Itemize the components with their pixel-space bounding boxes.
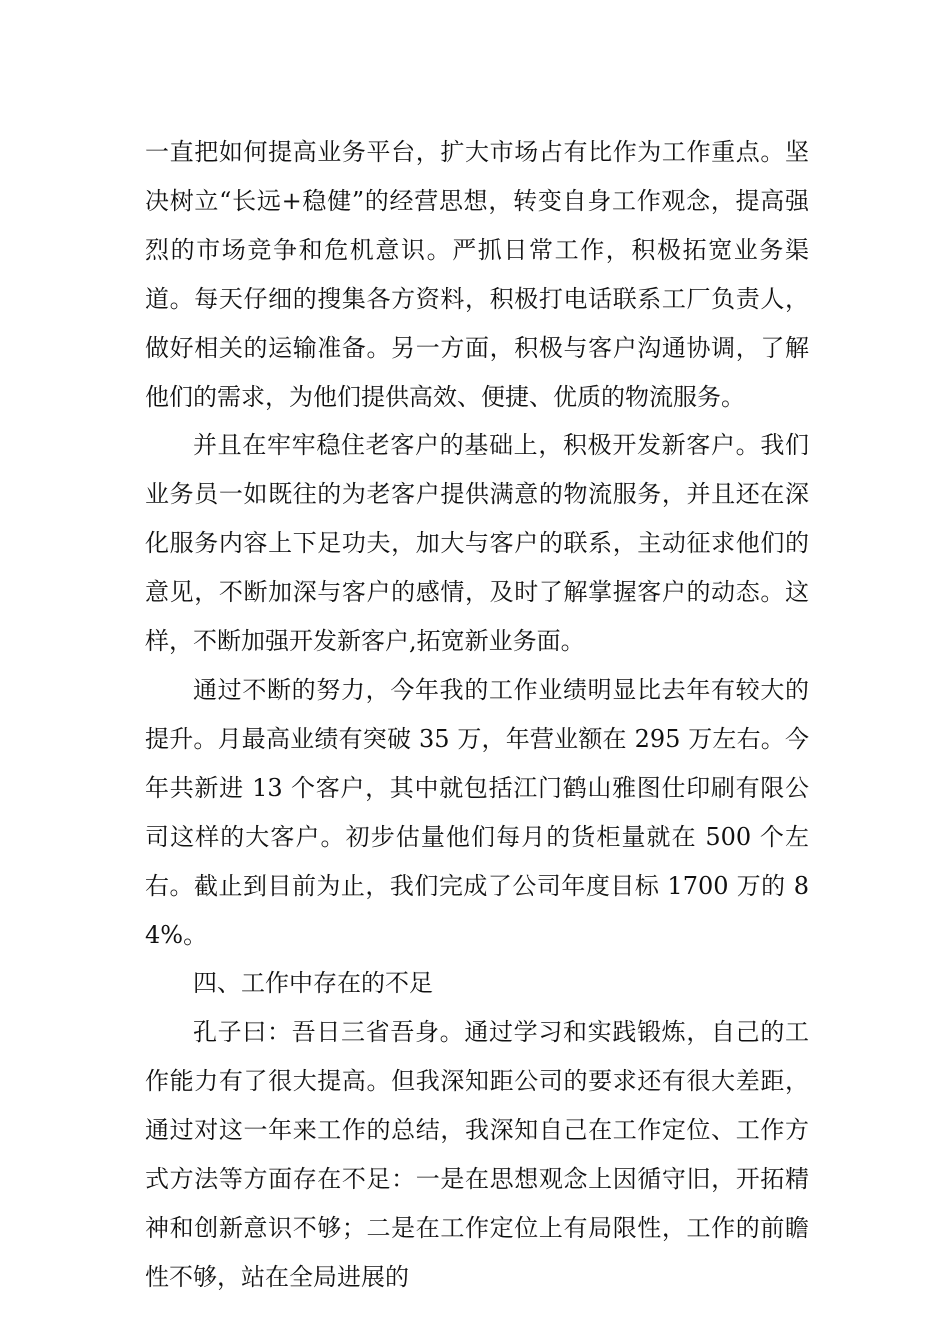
document-body xyxy=(145,128,809,1302)
section-heading: 四、工作中存在的不足 xyxy=(193,969,433,998)
paragraph-4: 孔子曰：吾日三省吾身。通过学习和实践锻炼，自己的工作能力有了很大提高。但我深知距公司的要求还有很大差距，通过对这一年来工作的总结，我深知自己在工作定位、工作方式方法等方面存在不足：一是在思想观念上因循守旧，开拓精神和创新意识不够；二是在工作定位上有局限性，工作的前瞻性不够，站在全局进展的 xyxy=(145,1018,809,1291)
paragraph-1: 一直把如何提高业务平台，扩大市场占有比作为工作重点。坚决树立“长远+稳健”的经营思想，转变自身工作观念，提高强烈的市场竞争和危机意识。严抓日常工作，积极拓宽业务渠道。每天仔细的搜集各方资料，积极打电话联系工厂负责人，做好相关的运输准备。另一方面，积极与客户沟通协调，了解他们的需求，为他们提供高效、便捷、优质的物流服务。 xyxy=(145,138,809,411)
paragraph-3: 通过不断的努力，今年我的工作业绩明显比去年有较大的提升。月最高业绩有突破 35 万，年营业额在 295 万左右。今年共新进 13 个客户，其中就包括江门鹤山雅图仕印刷有限公司这样的大客户。初步估量他们每月的货柜量就在 500 个左右。截止到目前为止，我们完成了公司年度目标 1700 万的 84%。 xyxy=(145,675,809,949)
paragraph-2: 并且在牢牢稳住老客户的基础上，积极开发新客户。我们业务员一如既往的为老客户提供满意的物流服务，并且还在深化服务内容上下足功夫，加大与客户的联系，主动征求他们的意见，不断加深与客户的感情，及时了解掌握客户的动态。这样，不断加强开发新客户,拓宽新业务面。 xyxy=(145,431,809,656)
